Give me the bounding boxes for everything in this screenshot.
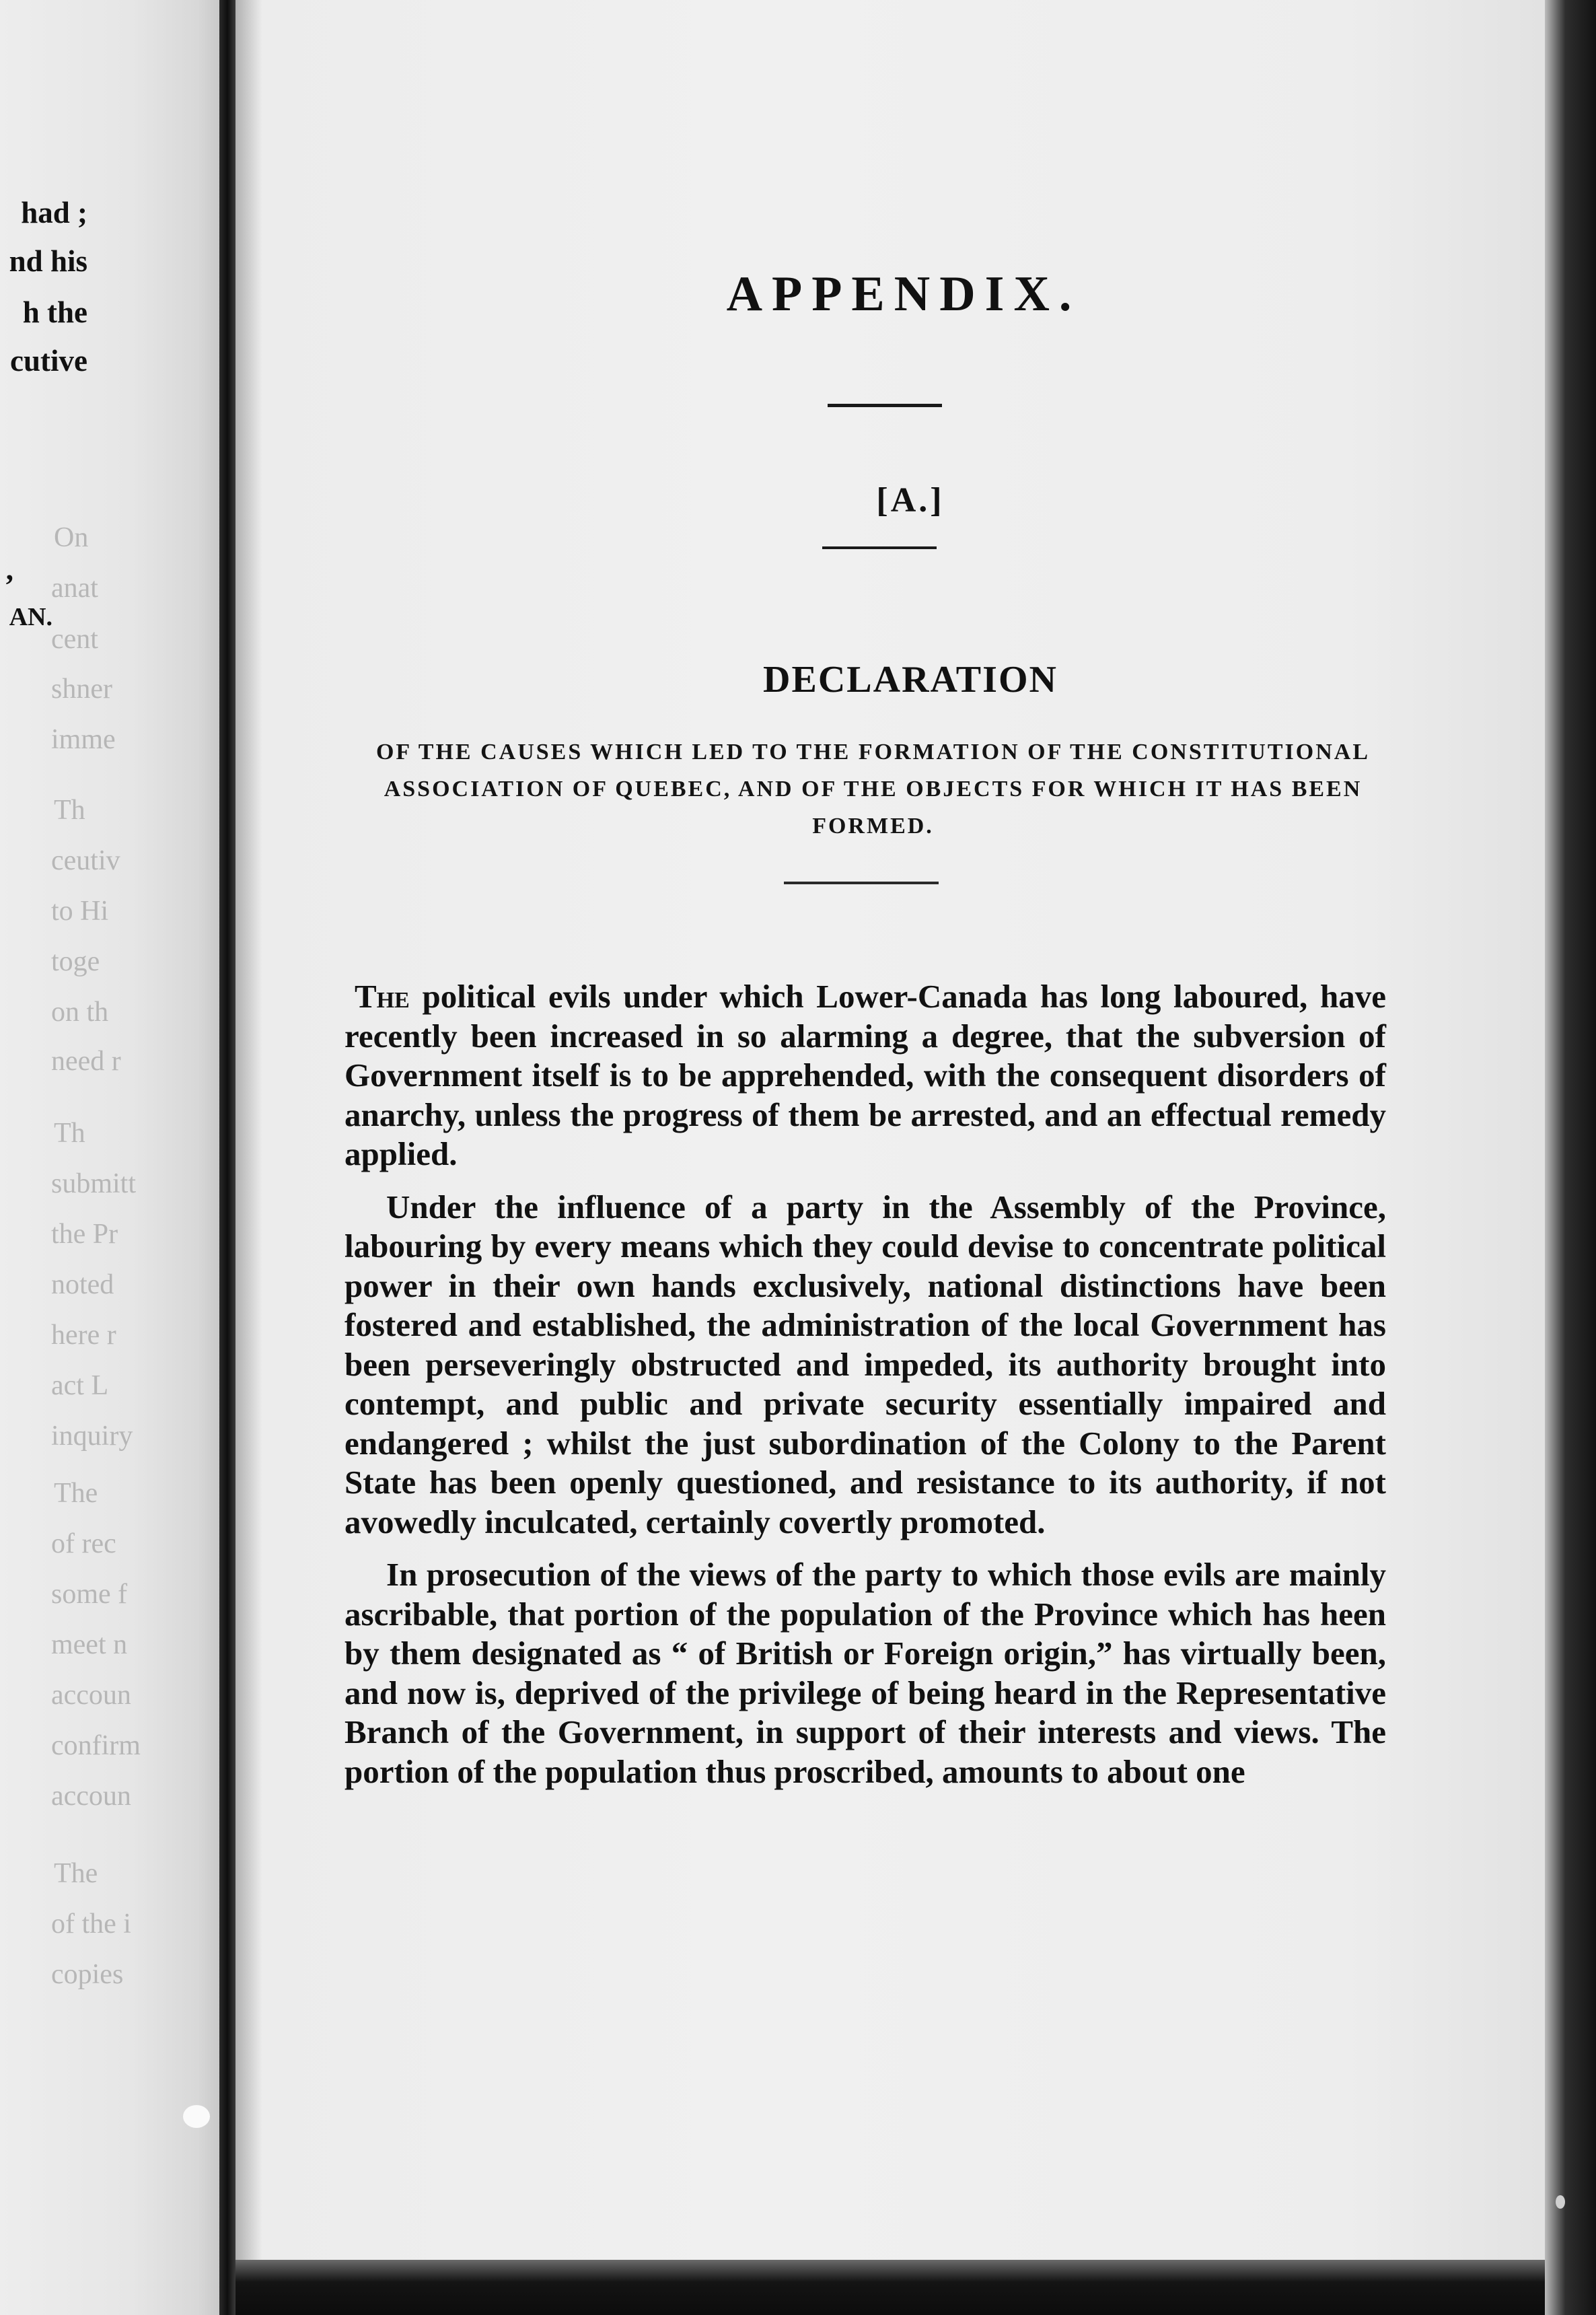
declaration-title: DECLARATION	[763, 659, 1058, 701]
prev-page-line: cutive	[10, 344, 87, 378]
paragraph	[344, 977, 1386, 1174]
faint-text: noted	[51, 1269, 114, 1300]
paragraph: Under the influence of a party in the Assembly of the Province, labouring by every means which they could devise to concentrate political power in their own hands exclusively, national distinctions have been fostered and established, the administration of the local Government has been perseveringly obstructed and impeded, its authority brought into contempt, and public and private security essentially impaired and endangered ; whilst the just subordination of the Colony to the Parent State has been openly questioned, and resistance to its authority, if not avowedly inculcated, certainly covertly promoted.	[344, 1188, 1386, 1540]
prev-page-line: h the	[22, 295, 87, 329]
faint-text: accoun	[51, 1781, 131, 1812]
faint-text: here r	[51, 1320, 116, 1351]
page-edge-bottom	[235, 2260, 1545, 2315]
paragraph-text: political evils under which Lower-Canada has long laboured, have recently been increased in so alarming a degree, that the subversion of Government itself is to be apprehended, with the consequent disorders of anarchy, unless the progress of them be arrested, and an effectual remedy applied.	[344, 978, 1386, 1172]
faint-text: inquiry	[51, 1421, 133, 1452]
page-edge-right	[1545, 0, 1596, 2315]
paragraph: In prosecution of the views of the party to which those evils are mainly ascribable, that portion of the population of the Province which has heen by them designated as “ of British or Foreign origin,” has virtually been, and now is, deprived of the privilege of being heard in the Representative Branch of the Government, in support of their interests and views. The portion of the population thus proscribed, amounts to about one	[344, 1556, 1386, 1790]
faint-text: ceutiv	[51, 845, 120, 876]
scan-speck	[183, 2105, 210, 2128]
prev-page-line: had ;	[21, 196, 87, 229]
faint-text: some f	[51, 1579, 128, 1610]
paragraph-lead: The	[355, 978, 410, 1015]
faint-text: Th	[54, 795, 85, 826]
prev-page-line: AN.	[9, 603, 52, 631]
faint-text: need r	[51, 1046, 121, 1077]
faint-text: anat	[51, 573, 98, 604]
book-gutter	[219, 0, 235, 2315]
gutter-shadow	[235, 0, 262, 2315]
faint-text: act L	[51, 1370, 109, 1401]
faint-text: cent	[51, 624, 98, 655]
faint-text: The	[54, 1858, 98, 1889]
faint-text: submitt	[51, 1168, 137, 1199]
previous-page-strip	[0, 0, 219, 2315]
scan-speck	[1556, 2195, 1565, 2209]
faint-text: The	[54, 1478, 98, 1509]
prev-page-line: ,	[5, 553, 13, 586]
section-label: [A.]	[876, 481, 945, 520]
declaration-body	[344, 977, 1386, 1805]
faint-text: shner	[51, 674, 112, 705]
faint-text: meet n	[51, 1629, 128, 1660]
appendix-title: APPENDIX.	[726, 266, 1081, 322]
section-rule	[822, 546, 937, 549]
faint-text: imme	[51, 724, 116, 755]
declaration-subtitle: OF THE CAUSES WHICH LED TO THE FORMATION OF THE CONSTITUTIONAL ASSOCIATION OF QUEBEC, AND OF THE OBJECTS FOR WHICH IT HAS BEEN FORMED.	[375, 740, 1371, 839]
faint-text: Th	[54, 1118, 85, 1149]
faint-text: to Hi	[51, 896, 109, 927]
title-rule	[828, 404, 942, 407]
faint-text: On	[54, 522, 89, 553]
faint-text: accoun	[51, 1680, 131, 1711]
subtitle-rule	[784, 882, 939, 884]
faint-text: copies	[51, 1959, 124, 1990]
faint-text: confirm	[51, 1730, 141, 1761]
faint-text: of the i	[51, 1909, 131, 1939]
prev-page-line: nd his	[9, 244, 87, 278]
faint-text: of rec	[51, 1528, 116, 1559]
faint-text: on th	[51, 997, 109, 1028]
faint-text: toge	[51, 946, 100, 977]
faint-text: the Pr	[51, 1219, 118, 1250]
